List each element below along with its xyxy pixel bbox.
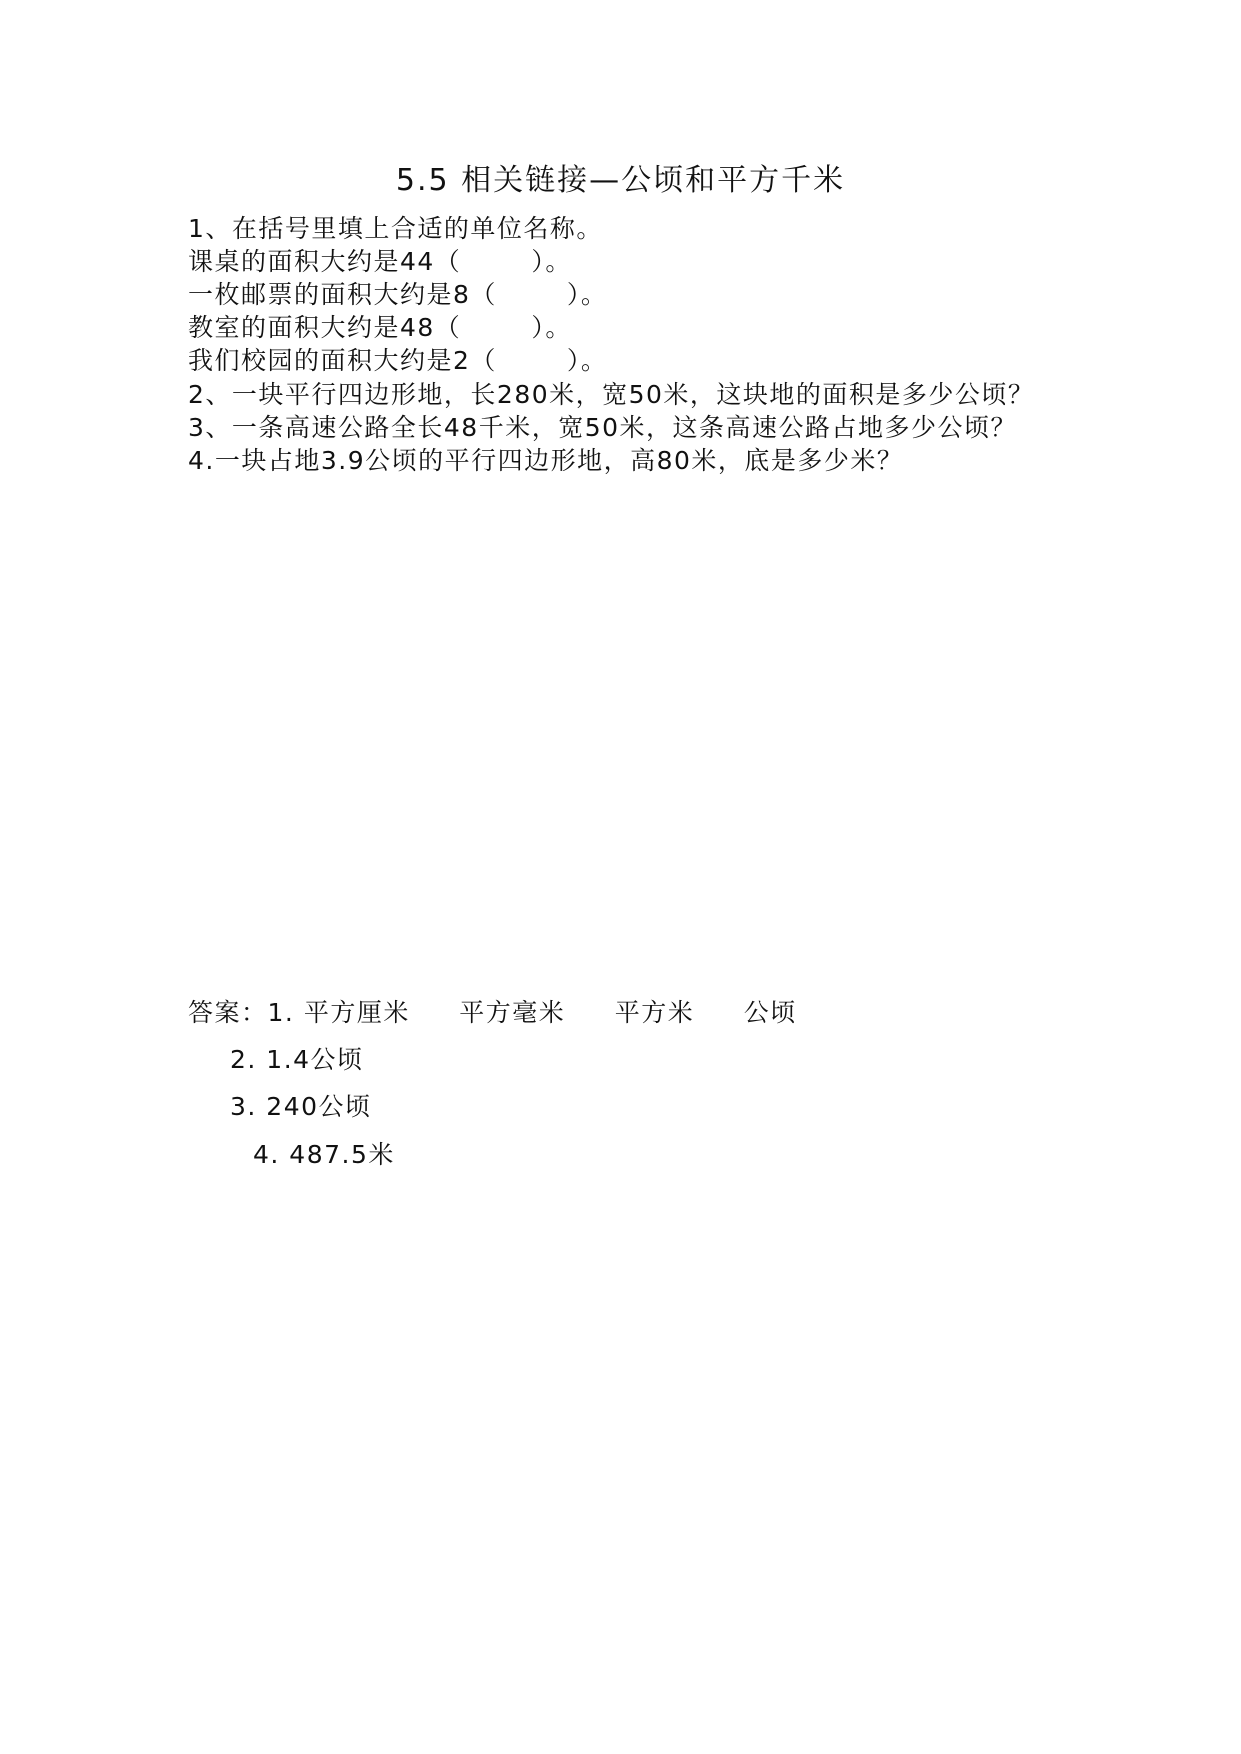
answer-label: 答案：1.	[188, 998, 295, 1027]
question-1-item	[188, 280, 607, 310]
question-1-heading: 1、在括号里填上合适的单位名称。	[188, 214, 603, 243]
answer-1-unit: 公顷	[743, 998, 797, 1027]
item-suffix: ）。	[531, 247, 572, 276]
item-prefix: 教室的面积大约是48（	[188, 313, 462, 342]
page-title: 5.5 相关链接—公顷和平方千米	[395, 163, 846, 198]
item-suffix: ）。	[566, 280, 608, 309]
item-suffix: ）。	[566, 346, 608, 375]
answer-3: 3. 240公顷	[230, 1092, 372, 1121]
question-4: 4.一块占地3.9公顷的平行四边形地，高80米，底是多少米？	[188, 446, 904, 475]
item-prefix: 一枚邮票的面积大约是8（	[188, 280, 497, 309]
question-1-item	[188, 346, 607, 376]
answer-1-unit: 平方厘米	[303, 998, 410, 1027]
answer-4: 4. 487.5米	[253, 1140, 395, 1169]
item-suffix: ）。	[531, 313, 572, 342]
answer-1-unit: 平方米	[614, 998, 695, 1027]
answer-1-line	[188, 998, 797, 1028]
item-prefix: 课桌的面积大约是44（	[188, 247, 462, 276]
item-prefix: 我们校园的面积大约是2（	[188, 346, 497, 375]
question-1-item	[188, 247, 572, 277]
answer-2: 2. 1.4公顷	[230, 1045, 364, 1074]
answer-1-unit: 平方毫米	[459, 998, 566, 1027]
question-3: 3、一条高速公路全长48千米，宽50米，这条高速公路占地多少公顷？	[188, 413, 1018, 442]
question-1-item	[188, 313, 572, 343]
question-2: 2、一块平行四边形地，长280米，宽50米，这块地的面积是多少公顷？	[188, 380, 1035, 409]
